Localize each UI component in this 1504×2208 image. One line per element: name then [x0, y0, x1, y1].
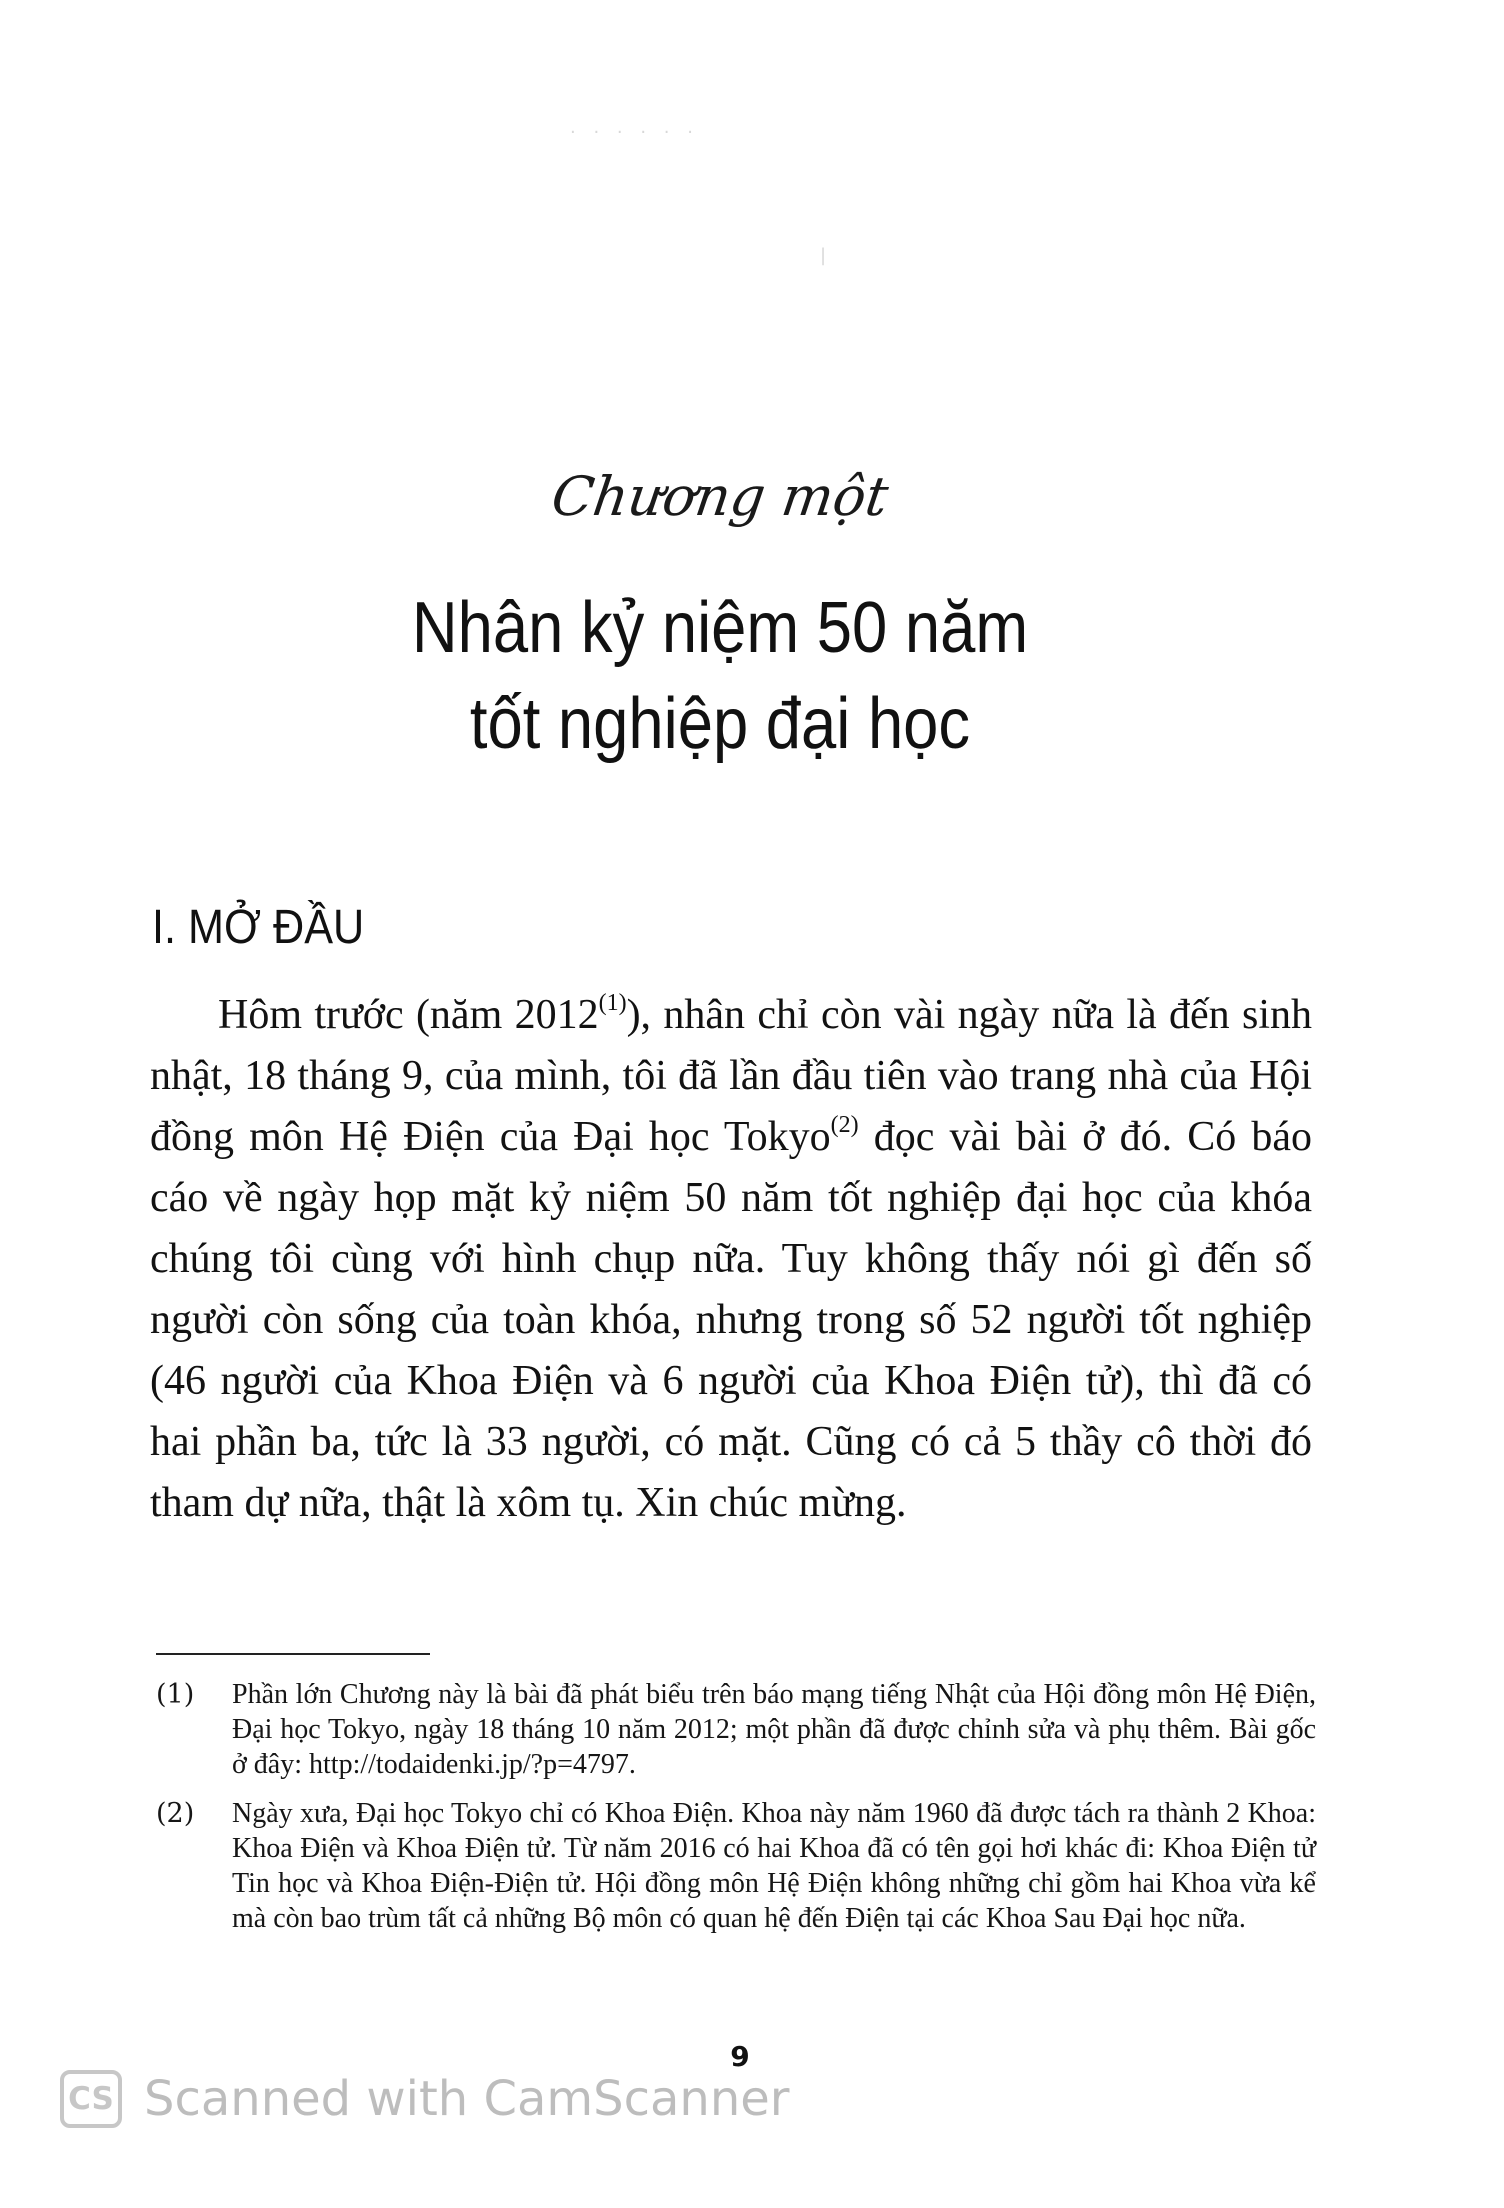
footnote-ref-2: (2)	[830, 1112, 859, 1138]
footnote-item	[156, 1796, 1316, 1936]
footnote-ref-1: (1)	[598, 990, 627, 1016]
watermark-text: Scanned with CamScanner	[144, 2071, 790, 2127]
footnote-divider	[156, 1653, 430, 1655]
chapter-title	[86, 580, 1353, 772]
body-text-part-3: đọc vài bài ở đó. Có báo cáo về ngày họp mặt kỷ niệm 50 năm tốt nghiệp đại học của khóa chúng tôi cùng với hình chụp nữa. Tuy không thấy nói gì đến số người còn sống của toàn khóa, nhưng trong số 52 người tốt nghiệp (46 người của Khoa Điện và 6 người của Khoa Điện tử), thì đã có hai phần ba, tức là 33 người, có mặt. Cũng có cả 5 thầy cô thời đó tham dự nữa, thật là xôm tụ. Xin chúc mừng.	[150, 1114, 1312, 1526]
chapter-title-line-1: Nhân kỷ niệm 50 năm	[411, 588, 1029, 668]
body-text-part-2: ), nhân chỉ còn vài ngày nữa là đến sinh nhật, 18 tháng 9, của mình, tôi đã lần đầu tiên vào trang nhà của Hội đồng môn Hệ Điện của Đại học Tokyo	[150, 992, 1312, 1160]
section-heading: I. MỞ ĐẦU	[152, 901, 365, 954]
footnote-text: Phần lớn Chương này là bài đã phát biểu trên báo mạng tiếng Nhật của Hội đồng môn Hệ Điện, Đại học Tokyo, ngày 18 tháng 10 năm 2012; một phần đã được chỉnh sửa và phụ thêm. Bài gốc ở đây: http://todaidenki.jp/?p=4797.	[232, 1679, 1316, 1780]
camscanner-logo-icon: CS	[60, 2070, 122, 2128]
chapter-label: Chương một	[547, 465, 893, 528]
faint-scan-mark: |	[820, 245, 833, 266]
chapter-title-line-2: tốt nghiệp đại học	[469, 684, 971, 764]
body-paragraph	[150, 985, 1312, 1534]
footnote-text: Ngày xưa, Đại học Tokyo chỉ có Khoa Điện. Khoa này năm 1960 đã được tách ra thành 2 Khoa: Khoa Điện và Khoa Điện tử. Từ năm 2016 có hai Khoa đã có tên gọi hơi khác đi: Khoa Điện tử Tin học và Khoa Điện-Điện tử. Hội đồng môn Hệ Điện không những chỉ gồm hai Khoa vừa kể mà còn bao trùm tất cả những Bộ môn có quan hệ đến Điện tại các Khoa Sau Đại học nữa.	[232, 1798, 1316, 1934]
footnotes	[156, 1677, 1316, 1950]
camscanner-watermark	[60, 2070, 790, 2128]
faint-scan-mark: · · · · · ·	[570, 122, 699, 143]
footnote-number: (2)	[156, 1798, 195, 1829]
page-number: 9	[730, 2040, 750, 2073]
body-text-part-1: Hôm trước (năm 2012	[218, 992, 599, 1038]
footnote-number: (1)	[156, 1679, 195, 1710]
footnote-item	[156, 1677, 1316, 1782]
